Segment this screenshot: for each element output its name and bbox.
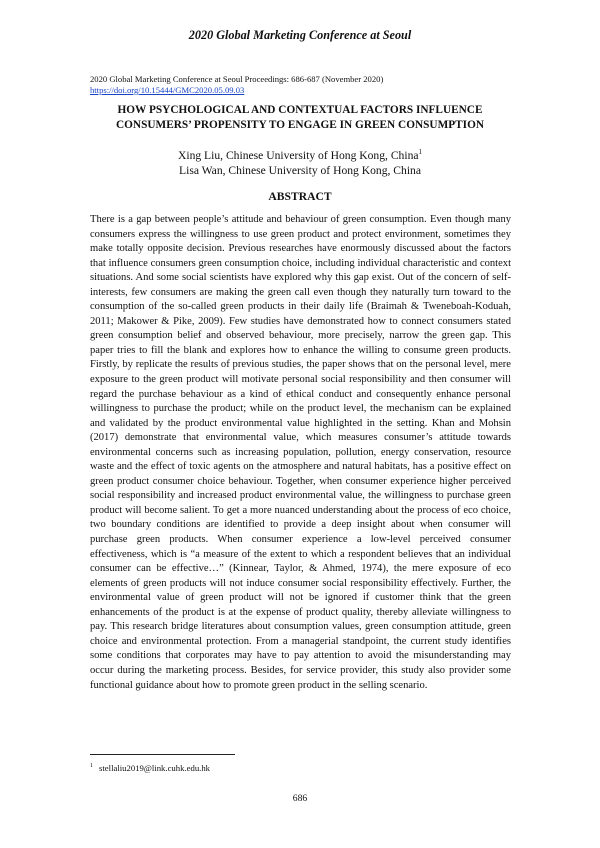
- footnote: [90, 763, 210, 773]
- paper-title: [60, 103, 540, 133]
- footnote-email: stellaliu2019@link.cuhk.edu.hk: [99, 763, 211, 773]
- author-name: Xing Liu, Chinese University of Hong Kong, China: [177, 149, 419, 162]
- abstract-text: There is a gap between people’s attitude and behaviour of green consumption. Even though many consumers express the willingness to use green product and protect environment, sometimes they make totally opposite decision. Previous researches have enormously discussed about the factors that influence consumers green consumption choice, including individual characteristic and context situations. And some social scientists have explored why this gap exist. Out of the concern of self-interests, few consumers are making the green call even though they naturally turn toward to the consumption of the so-called green products in their daily life (Braimah & Tweneboah-Koduah, 2011; Makower & Pike, 2009). Few studies have demonstrated how to connect consumers stated green consumption belief and observed behaviour, more precisely, narrow the green gap. This paper tries to fill the blank and explores how to enhance the willing to consume green products. Firstly, by replicate the results of previous studies, the paper shows that on the personal level, mere exposure to the green product will motivate personal social responsibility and then consumer will regard the purchase behaviour as a kind of ethical conduct and consequently enhance personal willingness to purchase the product; while on the product level, the mechanism can be explained and validated by the product environmental value highlighted in the setting. Khan and Mohsin (2017) demonstrate that environmental value, which measures consumer’s attitude towards environmental concerns such as increasing population, pollution, energy conservation, resource waste and the effect of toxic agents on the atmosphere and natural habitats, has a positive effect on green product consumer choice behaviour. Together, when consumer experience higher perceived social responsibility and increased product environmental value, the willingness to purchase green product will become salient. To get a more nuanced understanding about the process of eco choice, two boundary conditions are identified to provide a deep insight about when consumer will purchase green products. When consumer experience a low-level perceived consumer effectiveness, which is “a measure of the extent to which a respondent believes that an individual consumer can be effective…” (Kinnear, Taylor, & Ahmed, 1974), the mere exposure of eco elements of green products will not induce consumer social responsibility effectively. Further, the environmental value of green product will not be ignored if customer think that the green enhancements of the product is at the expense of product quality, thereby alleviate willingness to pay. This research bridge literatures about consumption values, green consumption attitude, green choice and environmental protection. From a managerial standpoint, the current study identifies some conditions that corporates may have to pay attention to avoid the misunderstanding may occur during the marketing process. Besides, for service provider, this study also provider some functional guidance about how to promote green product in the selling scenario.: [90, 214, 511, 691]
- author-name: Lisa Wan, Chinese University of Hong Kong, China: [179, 164, 421, 177]
- abstract-heading: ABSTRACT: [268, 190, 332, 203]
- running-header: 2020 Global Marketing Conference at Seoul: [188, 28, 412, 42]
- footnote-mark: 1: [90, 763, 93, 770]
- paper-title-line-1: HOW PSYCHOLOGICAL AND CONTEXTUAL FACTORS INFLUENCE: [117, 104, 483, 116]
- doi-link[interactable]: https://doi.org/10.15444/GMC2020.05.09.03: [90, 85, 245, 95]
- footnote-divider: [90, 754, 235, 755]
- footnote-reference[interactable]: 1: [418, 148, 423, 157]
- proceedings-line: 2020 Global Marketing Conference at Seoul Proceedings: 686-687 (November 2020): [90, 74, 384, 84]
- paper-title-line-2: CONSUMERS’ PROPENSITY TO ENGAGE IN GREEN CONSUMPTION: [115, 119, 485, 131]
- author-list: [60, 148, 540, 178]
- proceedings-info: [90, 74, 383, 96]
- author-line: [60, 163, 540, 178]
- page-number: 686: [292, 793, 308, 804]
- author-line: [60, 148, 540, 163]
